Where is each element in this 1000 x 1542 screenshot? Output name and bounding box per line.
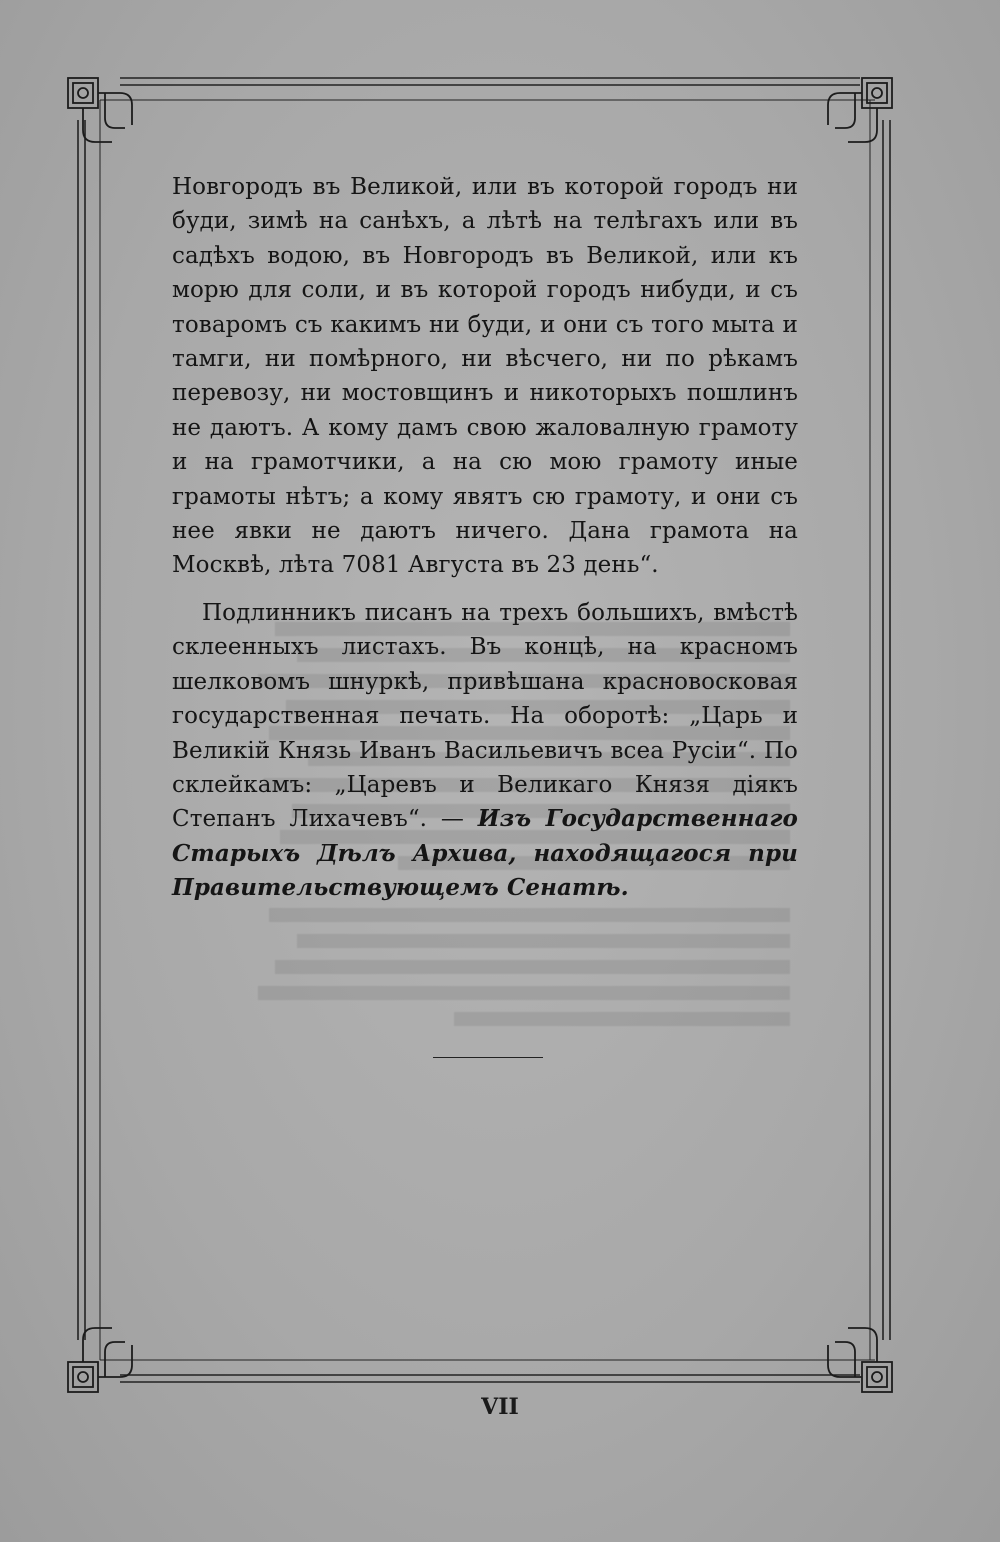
section-divider bbox=[433, 1057, 543, 1058]
page-number: VII bbox=[481, 1394, 519, 1420]
paragraph-2-text: Подлинникъ писанъ на трехъ большихъ, вмѣстѣ склеенныхъ листахъ. Въ концѣ, на красномъ шелковомъ шнуркѣ, привѣшана красновосковая государственная печать. На оборотѣ: „Царь и Великій Князь Иванъ Васильевичъ всеа Русіи“. По склейкамъ: „Царевъ и Великаго Князя діякъ Степанъ Лихачевъ“. — bbox=[172, 599, 798, 833]
body-paragraph-1: Новгородъ въ Великой, или въ которой городъ ни буди, зимѣ на санѣхъ, а лѣтѣ на телѣгахъ или въ садѣхъ водою, въ Новгородъ въ Великой, или къ морю для соли, и въ которой городъ нибуди, и съ товаромъ съ какимъ ни буди, и они съ того мыта и тамги, ни помѣрного, ни вѣсчего, ни по рѣкамъ перевозу, ни мостовщинъ и никоторыхъ пошлинъ не даютъ. А кому дамъ свою жаловалную грамоту и на грамотчики, а на сю мою грамоту иные грамоты нѣтъ; а кому явятъ сю грамоту, и они съ нее явки не даютъ ничего. Дана грамота на Москвѣ, лѣта 7081 Августа въ 23 день“. bbox=[172, 174, 798, 579]
page-body bbox=[172, 170, 798, 906]
body-paragraph-2 bbox=[172, 596, 798, 906]
source-citation: Изъ Государственнаго Старыхъ Дѣлъ Архива, находящагося при Правительствующемъ Сенатѣ. bbox=[172, 805, 798, 902]
